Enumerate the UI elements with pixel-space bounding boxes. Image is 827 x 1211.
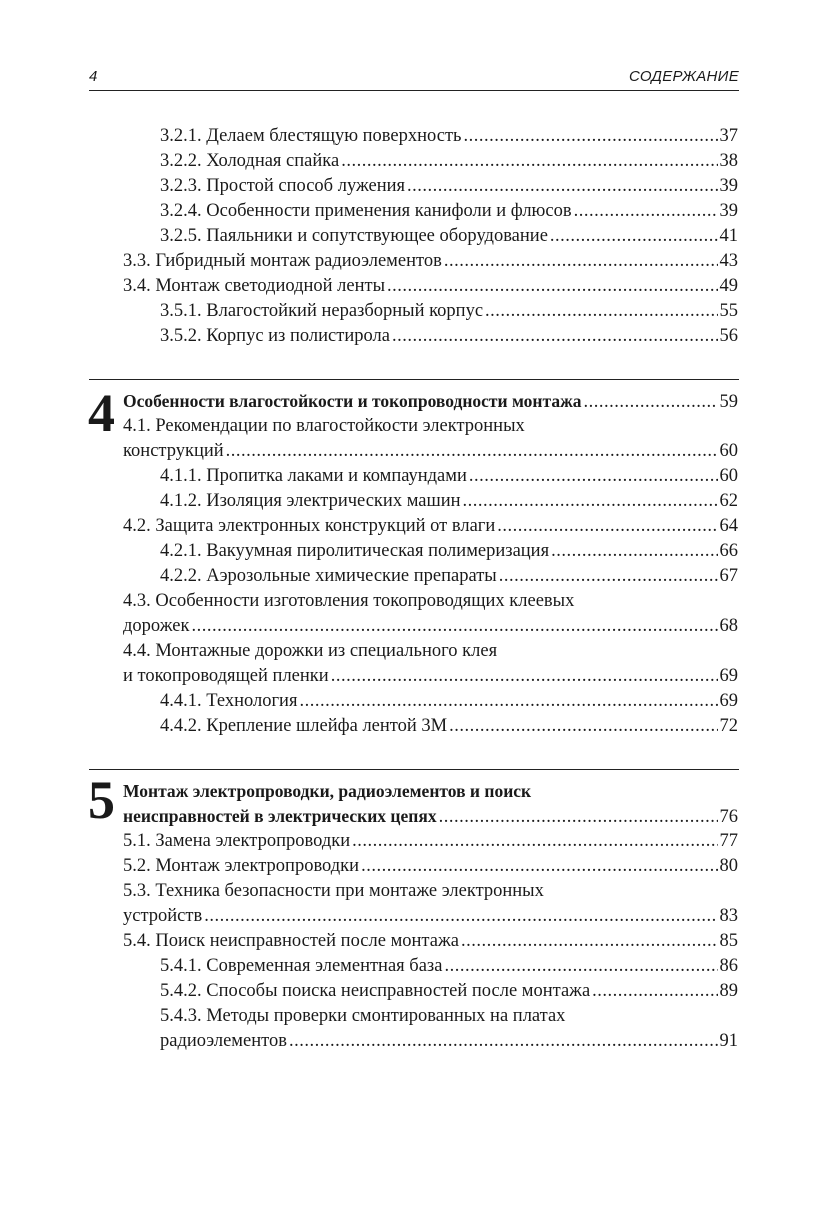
section-title: СОДЕРЖАНИЕ xyxy=(628,68,739,85)
toc-entry[interactable]: и токопроводящей пленки ..... 69 xyxy=(123,664,738,689)
chapter-5-title-line[interactable]: Монтаж электропроводки, радиоэлементов и поиск xyxy=(123,781,532,801)
toc-entry[interactable]: 3.5.2. Корпус из полистирола ..... 56 xyxy=(123,324,738,349)
chapter-4-title-entry[interactable]: Особенности влагостойкости и токопроводности монтажа ..... 59 xyxy=(123,389,738,414)
toc-entry-line[interactable]: 4.3. Особенности изготовления токопроводящих клеевых xyxy=(123,591,575,611)
toc-entry[interactable]: 5.4. Поиск неисправностей после монтажа ..... 85 xyxy=(123,929,738,954)
toc-entry[interactable]: 5.1. Замена электропроводки ..... 77 xyxy=(123,829,738,854)
chapter-5-entries xyxy=(123,779,738,1054)
toc-entry[interactable]: 3.2.3. Простой способ лужения ..... 39 xyxy=(123,174,738,199)
toc-entry[interactable]: 3.3. Гибридный монтаж радиоэлементов ..... 43 xyxy=(123,249,738,274)
toc-entry[interactable]: 3.5.1. Влагостойкий неразборный корпус ..... 55 xyxy=(123,299,738,324)
chapter-3-continuation xyxy=(123,124,738,349)
toc-entry[interactable]: дорожек ..... 68 xyxy=(123,614,738,639)
toc-entry-line[interactable]: 5.3. Техника безопасности при монтаже электронных xyxy=(123,881,544,901)
toc-entry[interactable]: 4.1.1. Пропитка лаками и компаундами ..... 60 xyxy=(123,464,738,489)
chapter-4-divider xyxy=(89,379,739,380)
toc-entry-line[interactable]: 4.1. Рекомендации по влагостойкости электронных xyxy=(123,416,525,436)
chapter-5-title-entry[interactable]: неисправностей в электрических цепях ..... 76 xyxy=(123,804,738,829)
toc-entry[interactable]: 4.1.2. Изоляция электрических машин ..... 62 xyxy=(123,489,738,514)
toc-entry[interactable]: 4.4.1. Технология ..... 69 xyxy=(123,689,738,714)
toc-entry[interactable]: радиоэлементов ..... 91 xyxy=(123,1029,738,1054)
toc-entry[interactable]: 4.2. Защита электронных конструкций от влаги ..... 64 xyxy=(123,514,738,539)
chapter-4-number: 4 xyxy=(88,383,115,443)
toc-entry[interactable]: 5.4.2. Способы поиска неисправностей после монтажа ..... 89 xyxy=(123,979,738,1004)
toc-entry[interactable]: 3.4. Монтаж светодиодной ленты ..... 49 xyxy=(123,274,738,299)
toc-entry-line[interactable]: 4.4. Монтажные дорожки из специального клея xyxy=(123,641,498,661)
toc-entry[interactable]: устройств ..... 83 xyxy=(123,904,738,929)
toc-entry[interactable]: 3.2.1. Делаем блестящую поверхность ..... 37 xyxy=(123,124,738,149)
chapter-5-divider xyxy=(89,769,739,770)
toc-entry[interactable]: 4.2.2. Аэрозольные химические препараты ..... 67 xyxy=(123,564,738,589)
toc-entry[interactable]: 4.2.1. Вакуумная пиролитическая полимеризация ..... 66 xyxy=(123,539,738,564)
toc-entry[interactable]: конструкций ..... 60 xyxy=(123,439,738,464)
toc-entry[interactable]: 3.2.4. Особенности применения канифоли и флюсов ..... 39 xyxy=(123,199,738,224)
running-header xyxy=(89,66,739,91)
chapter-4-entries xyxy=(123,389,738,739)
toc-entry-line[interactable]: 5.4.3. Методы проверки смонтированных на платах xyxy=(160,1006,566,1026)
toc-entry[interactable]: 5.4.1. Современная элементная база ..... 86 xyxy=(123,954,738,979)
toc-entry[interactable]: 3.2.5. Паяльники и сопутствующее оборудование ..... 41 xyxy=(123,224,738,249)
toc-entry[interactable]: 3.2.2. Холодная спайка ..... 38 xyxy=(123,149,738,174)
page-number: 4 xyxy=(89,68,98,85)
chapter-5-number: 5 xyxy=(88,770,115,830)
toc-entry[interactable]: 4.4.2. Крепление шлейфа лентой 3M ..... 72 xyxy=(123,714,738,739)
toc-entry[interactable]: 5.2. Монтаж электропроводки ..... 80 xyxy=(123,854,738,879)
